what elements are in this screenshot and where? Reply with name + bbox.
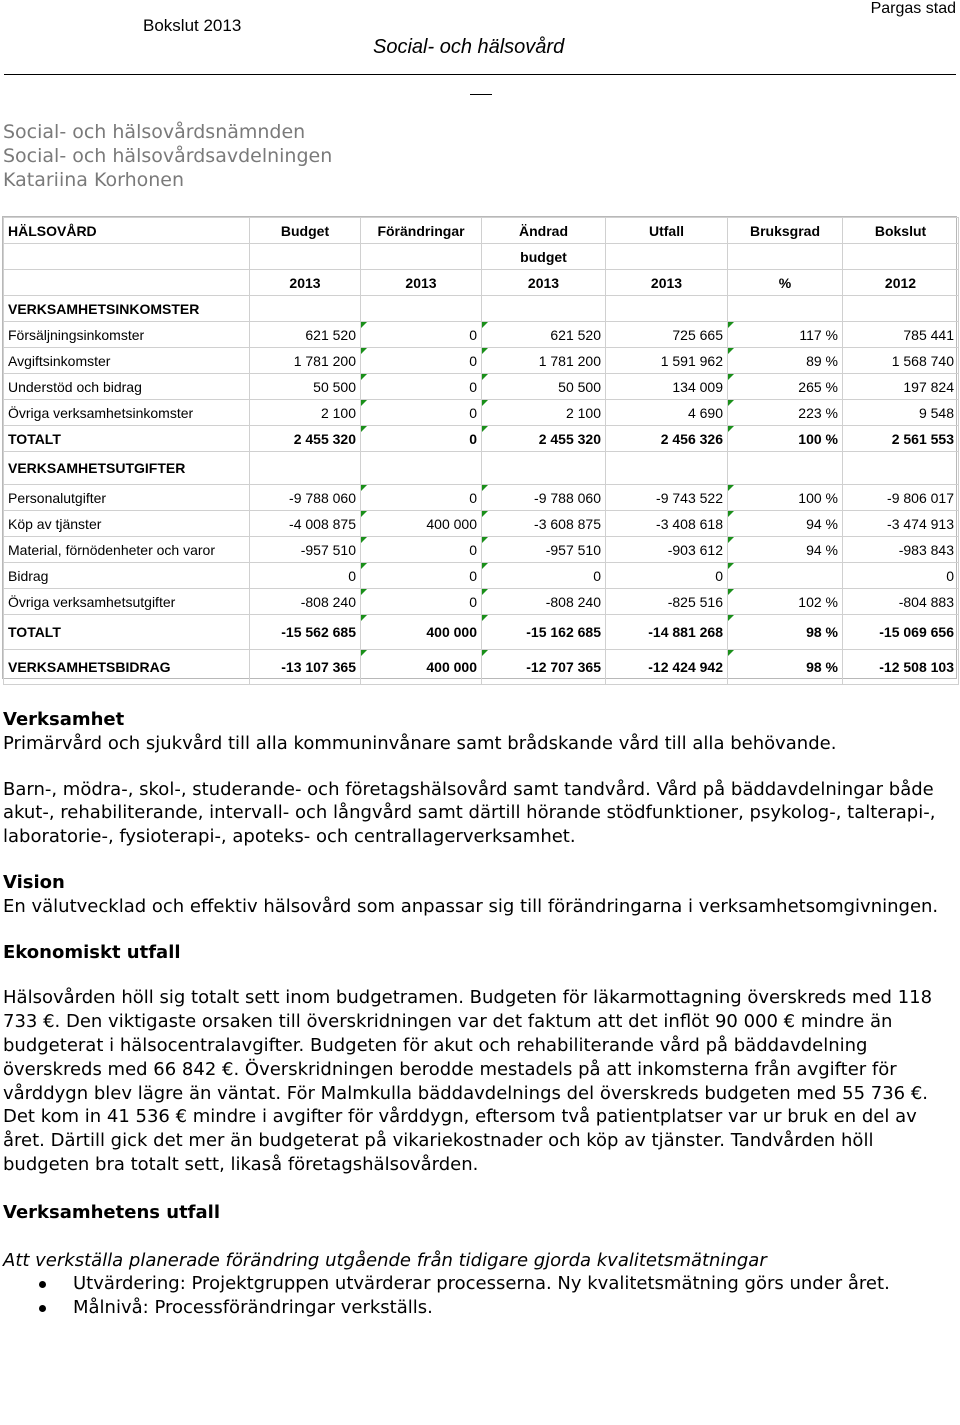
- table-cell: 785 441: [843, 322, 959, 348]
- budget-table: [2, 216, 957, 679]
- table-cell: 0: [843, 563, 959, 589]
- table-header-row: [4, 244, 959, 270]
- table-cell: [728, 563, 843, 589]
- column-header: Utfall: [606, 218, 728, 244]
- table-cell: 94 %: [728, 511, 843, 537]
- table-cell: [482, 296, 606, 322]
- table-cell: 100 %: [728, 485, 843, 511]
- table-cell: -957 510: [250, 537, 361, 563]
- vision-heading: Vision: [3, 871, 65, 893]
- column-year: 2013: [606, 270, 728, 296]
- row-label: Bidrag: [4, 563, 250, 589]
- table-cell: [606, 296, 728, 322]
- table-cell: -15 562 685: [250, 615, 361, 650]
- table-cell: 0: [361, 485, 482, 511]
- org-board: Social- och hälsovårdsnämnden: [3, 121, 306, 143]
- table-cell: 94 %: [728, 537, 843, 563]
- table-cell: 100 %: [728, 426, 843, 452]
- table-cell: [361, 296, 482, 322]
- table-cell: -804 883: [843, 589, 959, 615]
- table-cell: 9 548: [843, 400, 959, 426]
- section-heading-row: [4, 452, 959, 485]
- header-dash: [470, 94, 492, 95]
- table-cell: 102 %: [728, 589, 843, 615]
- table-cell: 2 456 326: [606, 426, 728, 452]
- verksamhet-paragraph-2: Barn-, mödra-, skol-, studerande- och företagshälsovård samt tandvård. Vård på bäddavdelningar både akut-, rehabiliterande, intervall- och långvård samt därtill hörande stödfunktioner, psykolog-, talterapi-, laboratorie-, fysioterapi-, apoteks- och centrallagerverksamhet.: [3, 778, 936, 848]
- column-header: [250, 244, 361, 270]
- table-cell: 134 009: [606, 374, 728, 400]
- vision-paragraph: En välutvecklad och effektiv hälsovård som anpassar sig till förändringarna i verksamhetsomgivningen.: [3, 895, 939, 917]
- table-cell: 1 781 200: [482, 348, 606, 374]
- column-header: [728, 244, 843, 270]
- table-cell: -15 162 685: [482, 615, 606, 650]
- table-cell: 117 %: [728, 322, 843, 348]
- table-cell: -9 806 017: [843, 485, 959, 511]
- table-cell: 197 824: [843, 374, 959, 400]
- table-cell: 98 %: [728, 650, 843, 685]
- table-cell: 0: [361, 400, 482, 426]
- header-section-title: Social- och hälsovård: [373, 36, 565, 58]
- table-cell: 50 500: [482, 374, 606, 400]
- utfall-list: [3, 1272, 958, 1320]
- table-cell: -9 788 060: [250, 485, 361, 511]
- table-cell: -14 881 268: [606, 615, 728, 650]
- table-cell: 89 %: [728, 348, 843, 374]
- table-row: [4, 563, 959, 589]
- row-label: Övriga verksamhetsinkomster: [4, 400, 250, 426]
- column-year: 2012: [843, 270, 959, 296]
- table-cell: -13 107 365: [250, 650, 361, 685]
- column-year: 2013: [250, 270, 361, 296]
- table-cell: 98 %: [728, 615, 843, 650]
- table-row: [4, 400, 959, 426]
- table-cell: -808 240: [482, 589, 606, 615]
- table-header-row: [4, 270, 959, 296]
- column-header: Ändrad: [482, 218, 606, 244]
- row-label: Material, förnödenheter och varor: [4, 537, 250, 563]
- table-cell: 2 455 320: [250, 426, 361, 452]
- row-label: Avgiftsinkomster: [4, 348, 250, 374]
- row-label: TOTALT: [4, 615, 250, 650]
- org-department: Social- och hälsovårdsavdelningen: [3, 145, 333, 167]
- column-header: Förändringar: [361, 218, 482, 244]
- table-row: [4, 589, 959, 615]
- table-cell: -9 788 060: [482, 485, 606, 511]
- table-cell: 2 455 320: [482, 426, 606, 452]
- table-cell: 0: [361, 563, 482, 589]
- column-year: %: [728, 270, 843, 296]
- table-cell: 400 000: [361, 615, 482, 650]
- section-heading-row: [4, 296, 959, 322]
- row-label: Köp av tjänster: [4, 511, 250, 537]
- table-cell: -825 516: [606, 589, 728, 615]
- table-row: [4, 348, 959, 374]
- table-cell: [361, 452, 482, 485]
- table-cell: -3 474 913: [843, 511, 959, 537]
- row-label: TOTALT: [4, 426, 250, 452]
- column-header: Bokslut: [843, 218, 959, 244]
- table-cell: -4 008 875: [250, 511, 361, 537]
- section-heading: VERKSAMHETSUTGIFTER: [4, 452, 250, 485]
- table-cell: -983 843: [843, 537, 959, 563]
- column-header: [361, 244, 482, 270]
- table-cell: 0: [361, 374, 482, 400]
- row-label: Försäljningsinkomster: [4, 322, 250, 348]
- table-cell: 0: [361, 426, 482, 452]
- header-rule: [4, 74, 956, 75]
- table-cell: -808 240: [250, 589, 361, 615]
- table-cell: 400 000: [361, 511, 482, 537]
- table-cell: 265 %: [728, 374, 843, 400]
- table-cell: 1 781 200: [250, 348, 361, 374]
- column-year: 2013: [361, 270, 482, 296]
- table-row: [4, 374, 959, 400]
- table-cell: -9 743 522: [606, 485, 728, 511]
- table-cell: 1 568 740: [843, 348, 959, 374]
- table-cell: 1 591 962: [606, 348, 728, 374]
- row-label: Övriga verksamhetsutgifter: [4, 589, 250, 615]
- utfall-subheading: Att verkställa planerade förändring utgående från tidigare gjorda kvalitetsmätningar: [3, 1249, 767, 1271]
- utfall-heading: Verksamhetens utfall: [3, 1201, 220, 1223]
- column-header: budget: [482, 244, 606, 270]
- table-row: [4, 426, 959, 452]
- org-person: Katariina Korhonen: [3, 169, 185, 191]
- table-cell: 725 665: [606, 322, 728, 348]
- column-header: Bruksgrad: [728, 218, 843, 244]
- table-header-row: [4, 218, 959, 244]
- table-cell: -12 424 942: [606, 650, 728, 685]
- row-label: Understöd och bidrag: [4, 374, 250, 400]
- table-cell: -15 069 656: [843, 615, 959, 650]
- table-cell: 0: [361, 589, 482, 615]
- verksamhet-heading: Verksamhet: [3, 709, 125, 730]
- org-block: [3, 120, 332, 192]
- table-cell: [843, 452, 959, 485]
- table-row: [4, 485, 959, 511]
- table-cell: 2 561 553: [843, 426, 959, 452]
- table-row: [4, 322, 959, 348]
- table-cell: 621 520: [250, 322, 361, 348]
- table-cell: [843, 296, 959, 322]
- table-cell: 0: [250, 563, 361, 589]
- table-cell: 2 100: [482, 400, 606, 426]
- ekonomi-paragraph: Hälsovården höll sig totalt sett inom budgetramen. Budgeten för läkarmottagning överskreds med 118 733 €. Den viktigaste orsaken till överskridningen var det faktum att det inflöt 90 000 € mindre än budgeterat i hälsocentralavgifter. Budgeten för akut och rehabiliterande vård på bäddavdelning överskreds med 66 842 €. Överskridningen berodde mestadels på att inkomsterna från avgifter för vårddygn blev lägre än väntat. För Malmkulla bäddavdelnings del överskreds budgeten med 55 736 €. Det kom in 41 536 € mindre i avgifter för vårddygn, eftersom två patientplatser var ur bruk en del av året. Därtill gick det mer än budgeterat på vikariekostnader och köp av tjänster. Tandvården höll budgeten bra totalt sett, likaså företagshälsovården.: [3, 987, 933, 1175]
- column-header: [843, 244, 959, 270]
- table-cell: [250, 296, 361, 322]
- table-title: HÄLSOVÅRD: [4, 218, 250, 244]
- table-cell: [4, 244, 250, 270]
- table-row: [4, 650, 959, 685]
- body-text: [3, 708, 958, 1320]
- table-cell: -957 510: [482, 537, 606, 563]
- table-cell: [482, 452, 606, 485]
- table-cell: -12 707 365: [482, 650, 606, 685]
- list-item: Utvärdering: Projektgruppen utvärderar processerna. Ny kvalitetsmätning görs under året.: [73, 1272, 958, 1296]
- row-label: VERKSAMHETSBIDRAG: [4, 650, 250, 685]
- column-year: 2013: [482, 270, 606, 296]
- table-cell: [728, 452, 843, 485]
- table-cell: -903 612: [606, 537, 728, 563]
- table-cell: 2 100: [250, 400, 361, 426]
- verksamhet-paragraph-1: Primärvård och sjukvård till alla kommuninvånare samt brådskande vård till alla behövande.: [3, 732, 837, 754]
- table-row: [4, 537, 959, 563]
- table-cell: -3 408 618: [606, 511, 728, 537]
- ekonomi-heading: Ekonomiskt utfall: [3, 941, 181, 963]
- table-row: [4, 615, 959, 650]
- table-cell: 400 000: [361, 650, 482, 685]
- table-cell: [728, 296, 843, 322]
- table-cell: 621 520: [482, 322, 606, 348]
- column-header: [606, 244, 728, 270]
- table-cell: 0: [606, 563, 728, 589]
- table-cell: 4 690: [606, 400, 728, 426]
- table-row: [4, 511, 959, 537]
- list-item: Målnivå: Processförändringar verkställs.: [73, 1296, 958, 1320]
- table-cell: 0: [361, 348, 482, 374]
- table-cell: -3 608 875: [482, 511, 606, 537]
- section-heading: VERKSAMHETSINKOMSTER: [4, 296, 250, 322]
- table-cell: -12 508 103: [843, 650, 959, 685]
- row-label: Personalutgifter: [4, 485, 250, 511]
- table-cell: 0: [482, 563, 606, 589]
- header-org-name: Pargas stad: [870, 0, 956, 17]
- table-cell: 50 500: [250, 374, 361, 400]
- table-cell: 223 %: [728, 400, 843, 426]
- table-cell: 0: [361, 537, 482, 563]
- table-cell: [4, 270, 250, 296]
- header-doc-title: Bokslut 2013: [143, 16, 242, 35]
- table-cell: [250, 452, 361, 485]
- column-header: Budget: [250, 218, 361, 244]
- table-cell: [606, 452, 728, 485]
- table-cell: 0: [361, 322, 482, 348]
